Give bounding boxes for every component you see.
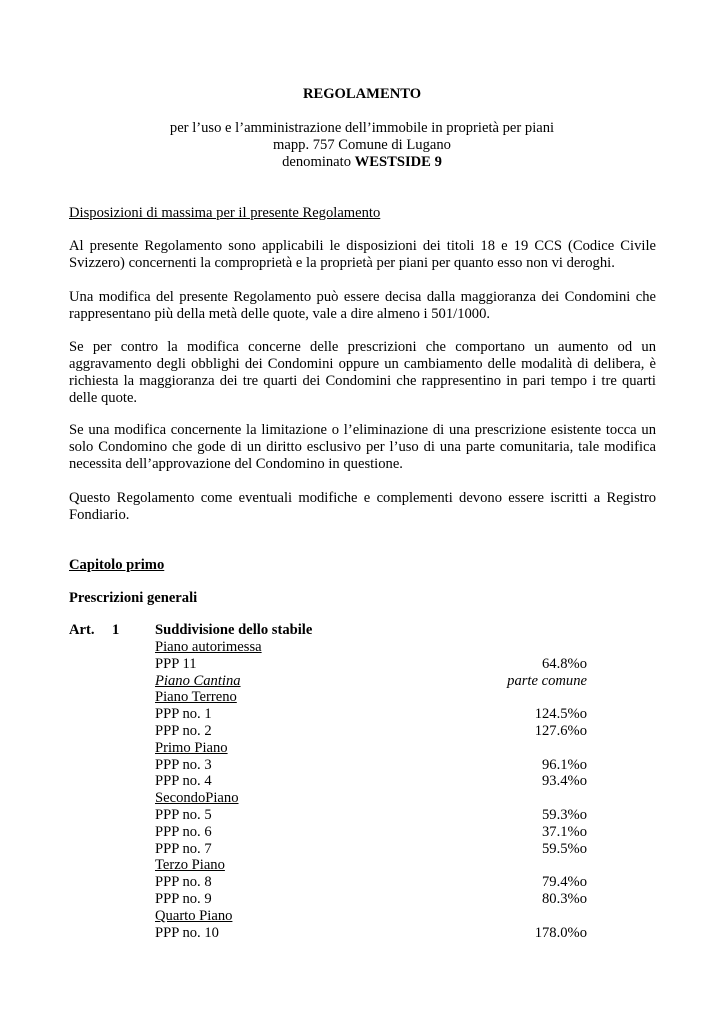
unit-row: [155, 757, 587, 774]
floor-row: [155, 857, 587, 874]
unit-share-value: 59.5%o: [542, 840, 587, 857]
floor-label: Primo Piano: [155, 739, 228, 756]
unit-share-value: 37.1%o: [542, 823, 587, 840]
unit-label: PPP no. 2: [155, 722, 212, 739]
floor-label: Piano autorimessa: [155, 639, 262, 655]
floor-row: [155, 908, 587, 925]
unit-share-value: 178.0%o: [534, 924, 587, 941]
floor-row: [155, 790, 587, 807]
article-title: Suddivisione dello stabile: [155, 622, 313, 638]
floor-row: [155, 639, 587, 656]
unit-row: [155, 891, 587, 908]
unit-row: [155, 656, 587, 673]
building-name: WESTSIDE 9: [354, 154, 442, 170]
unit-share-value: 64.8%o: [542, 655, 587, 672]
paragraph-3: Se per contro la modifica concerne delle prescrizioni che comportano un aumento od un aggravamento degli obblighi dei Condomini oppure un cambiamento delle modalità di delibera, è richiesta la maggioranza dei tre quarti dei Condomini che rappresentino in pari tempo i tre quarti delle quote.: [69, 339, 656, 406]
document-title: REGOLAMENTO: [302, 86, 422, 102]
paragraph-1: Al presente Regolamento sono applicabili le disposizioni dei titoli 18 e 19 CCS (Codice Civile Svizzero) concernenti la comproprietà e la proprietà per piani per quanto esso non vi deroghi.: [69, 238, 656, 271]
unit-share-value: 59.3%o: [542, 806, 587, 823]
floor-row: [155, 673, 587, 690]
article-label: Art.: [69, 622, 95, 638]
unit-label: PPP no. 10: [155, 924, 219, 941]
unit-share-value: 124.5%o: [534, 706, 587, 723]
unit-row: [155, 925, 587, 942]
unit-label: PPP no. 6: [155, 823, 212, 840]
unit-label: PPP no. 8: [155, 874, 212, 891]
unit-row: [155, 841, 587, 858]
article-heading: [69, 622, 589, 639]
section-heading: Disposizioni di massima per il presente Regolamento: [69, 205, 381, 221]
unit-label: PPP no. 9: [155, 890, 212, 907]
unit-share-value: parte comune: [507, 672, 587, 689]
unit-label: PPP no. 1: [155, 706, 212, 723]
subtitle-line-3-prefix: denominato: [282, 154, 355, 170]
unit-row: [155, 807, 587, 824]
unit-label: PPP no. 7: [155, 840, 212, 857]
floor-row: [155, 689, 587, 706]
floor-label: Terzo Piano: [155, 857, 225, 874]
unit-row: [155, 723, 587, 740]
subtitle-line-1: per l’uso e l’amministrazione dell’immobile in proprietà per piani: [169, 120, 555, 136]
document-subtitle: [69, 120, 655, 171]
floor-label: Quarto Piano: [155, 907, 233, 924]
unit-label: PPP 11: [155, 655, 197, 672]
floor-label: Piano Terreno: [155, 689, 237, 706]
unit-share-value: 96.1%o: [542, 756, 587, 773]
unit-label: PPP no. 4: [155, 773, 212, 790]
subtitle-line-2: mapp. 757 Comune di Lugano: [273, 137, 451, 153]
chapter-subtitle: Prescrizioni generali: [69, 590, 198, 606]
unit-row: [155, 874, 587, 891]
unit-share-value: 80.3%o: [542, 890, 587, 907]
unit-row: [155, 773, 587, 790]
floor-label: Piano Cantina: [155, 672, 241, 689]
subtitle-line-3: [69, 154, 655, 171]
unit-row: [155, 706, 587, 723]
floor-row: [155, 740, 587, 757]
unit-label: PPP no. 5: [155, 806, 212, 823]
paragraph-4: Se una modifica concernente la limitazione o l’eliminazione di una prescrizione esistente tocca un solo Condomino che gode di un diritto esclusivo per l’uso di una parte comunitaria, tale modifica necessita dell’approvazione del Condomino in questione.: [69, 422, 656, 472]
unit-row: [155, 824, 587, 841]
paragraph-2: Una modifica del presente Regolamento può essere decisa dalla maggioranza dei Condomini che rappresentano più della metà delle quote, vale a dire almeno i 501/1000.: [69, 289, 656, 322]
unit-share-value: 127.6%o: [534, 722, 587, 739]
chapter-title: Capitolo primo: [69, 557, 165, 573]
paragraph-5: Questo Regolamento come eventuali modifiche e complementi devono essere iscritti a Registro Fondiario.: [69, 490, 656, 523]
unit-label: PPP no. 3: [155, 756, 212, 773]
unit-share-value: 79.4%o: [542, 874, 587, 891]
unit-share-value: 93.4%o: [542, 773, 587, 790]
article-number: 1: [112, 622, 120, 638]
floor-label: SecondoPiano: [155, 790, 239, 807]
unit-distribution-list: [155, 639, 587, 941]
